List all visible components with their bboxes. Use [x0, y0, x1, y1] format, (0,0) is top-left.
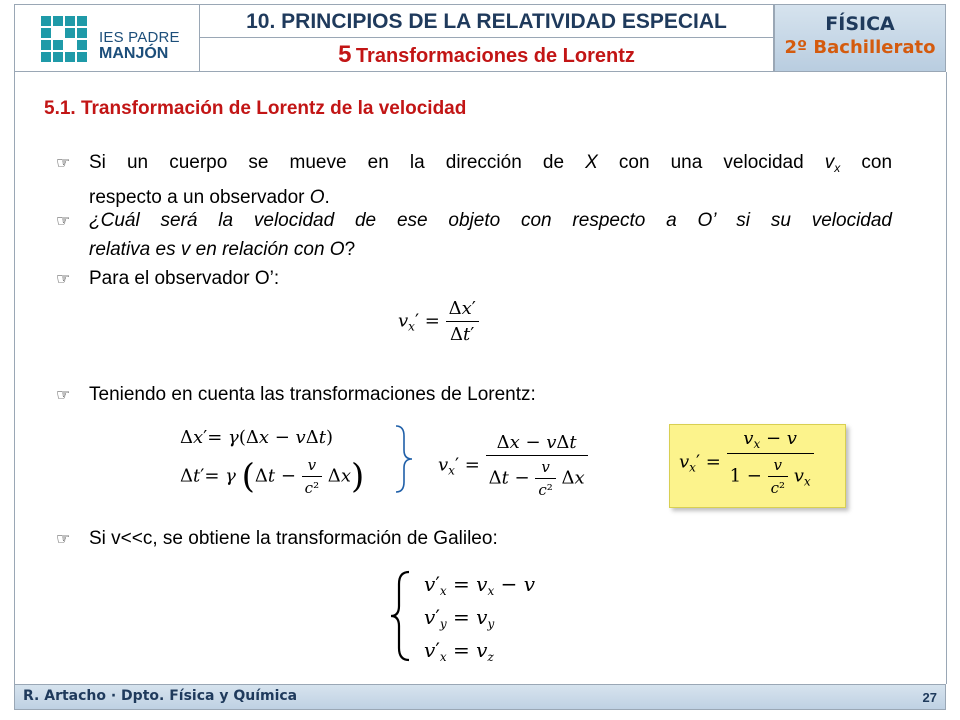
bullet-text-part: con una velocidad [618, 152, 804, 173]
formula-delta-x: Δx′= γ(Δx − vΔt) [180, 427, 333, 448]
bullet-item-2 [56, 206, 892, 264]
axis-symbol: X [585, 152, 598, 173]
formula-velocity-substituted: $v_x'$ = Δx − vΔt Δt − $\frac{v}{\text{c²}}$ Δx [438, 432, 588, 499]
section-heading: 5.1. Transformación de Lorentz de la velocidad [44, 98, 467, 119]
bullet-item-5 [56, 524, 892, 553]
footer-author: R. Artacho · Dpto. Física y Química [23, 688, 298, 704]
subtitle-text: Transformaciones de Lorentz [355, 45, 635, 67]
bullet-text-part: ¿Cuál será la velocidad de ese objeto con respecto a O’ si su velocidad [89, 210, 892, 231]
bullet-text [89, 148, 892, 212]
course-subject: FÍSICA [825, 13, 895, 35]
page-frame-right [946, 72, 947, 684]
formula-galileo-y: $v'_y = v_y$ [424, 605, 495, 631]
formula-galileo-z: $v'_x = v_z$ [424, 638, 494, 664]
page-frame-left [14, 72, 15, 684]
page-number: 27 [922, 690, 937, 705]
formula-delta-t: Δt′= γ (Δt − $\frac{v}{\text{c²}}$ Δx) [180, 456, 365, 497]
velocity-subscript: x [834, 161, 841, 175]
bullet-text [89, 206, 892, 264]
subtitle-number: 5 [338, 41, 352, 68]
bullet-text: Si v<<c, se obtiene la transformación de Galileo: [89, 528, 498, 549]
logo-grid-icon [41, 16, 87, 64]
logo-text-line1: IES PADRE [99, 29, 180, 46]
bullet-text-part: . [324, 187, 330, 208]
bullet-text: Para el observador O’: [89, 268, 280, 289]
bullet-text-part: con [861, 152, 893, 173]
school-logo [14, 4, 200, 72]
unit-title: 10. PRINCIPIOS DE LA RELATIVIDAD ESPECIAL [200, 4, 774, 38]
velocity-symbol: v [824, 152, 835, 173]
bullet-text: Teniendo en cuenta las transformaciones de Lorentz: [89, 384, 536, 405]
bullet-item-3 [56, 264, 892, 293]
formula-galileo-x: $v'_x = v_x - v$ [424, 572, 536, 598]
logo-text-line2: MANJÓN [99, 45, 169, 62]
pointing-hand-icon: ☞ [56, 269, 71, 288]
bullet-text-part: relativa es v en relación con O [89, 239, 345, 260]
pointing-hand-icon: ☞ [56, 529, 71, 548]
left-brace-icon [389, 570, 411, 662]
bullet-item-4 [56, 380, 892, 409]
pointing-hand-icon: ☞ [56, 385, 71, 404]
observer-symbol: O [309, 187, 325, 208]
bullet-text-part: respecto a un observador [89, 187, 305, 208]
page-footer [14, 684, 946, 710]
bullet-item-1 [56, 148, 892, 212]
course-badge [774, 4, 946, 72]
pointing-hand-icon: ☞ [56, 211, 71, 230]
course-level: 2º Bachillerato [784, 37, 936, 58]
formula-velocity-definition: $v_x'$ = $\frac{\Delta x'}{\Delta t'}$ [398, 298, 479, 345]
pointing-hand-icon: ☞ [56, 153, 71, 172]
formula-velocity-result: $v_x'$ = $v_x - v$ 1 − $\frac{v}{\text{c²}}$ $v_x$ [679, 428, 814, 497]
unit-subtitle [200, 38, 774, 72]
bullet-text-part: Si un cuerpo se mueve en la dirección de [89, 152, 565, 173]
right-brace-icon [394, 424, 414, 494]
bullet-text-part: ? [344, 239, 356, 260]
